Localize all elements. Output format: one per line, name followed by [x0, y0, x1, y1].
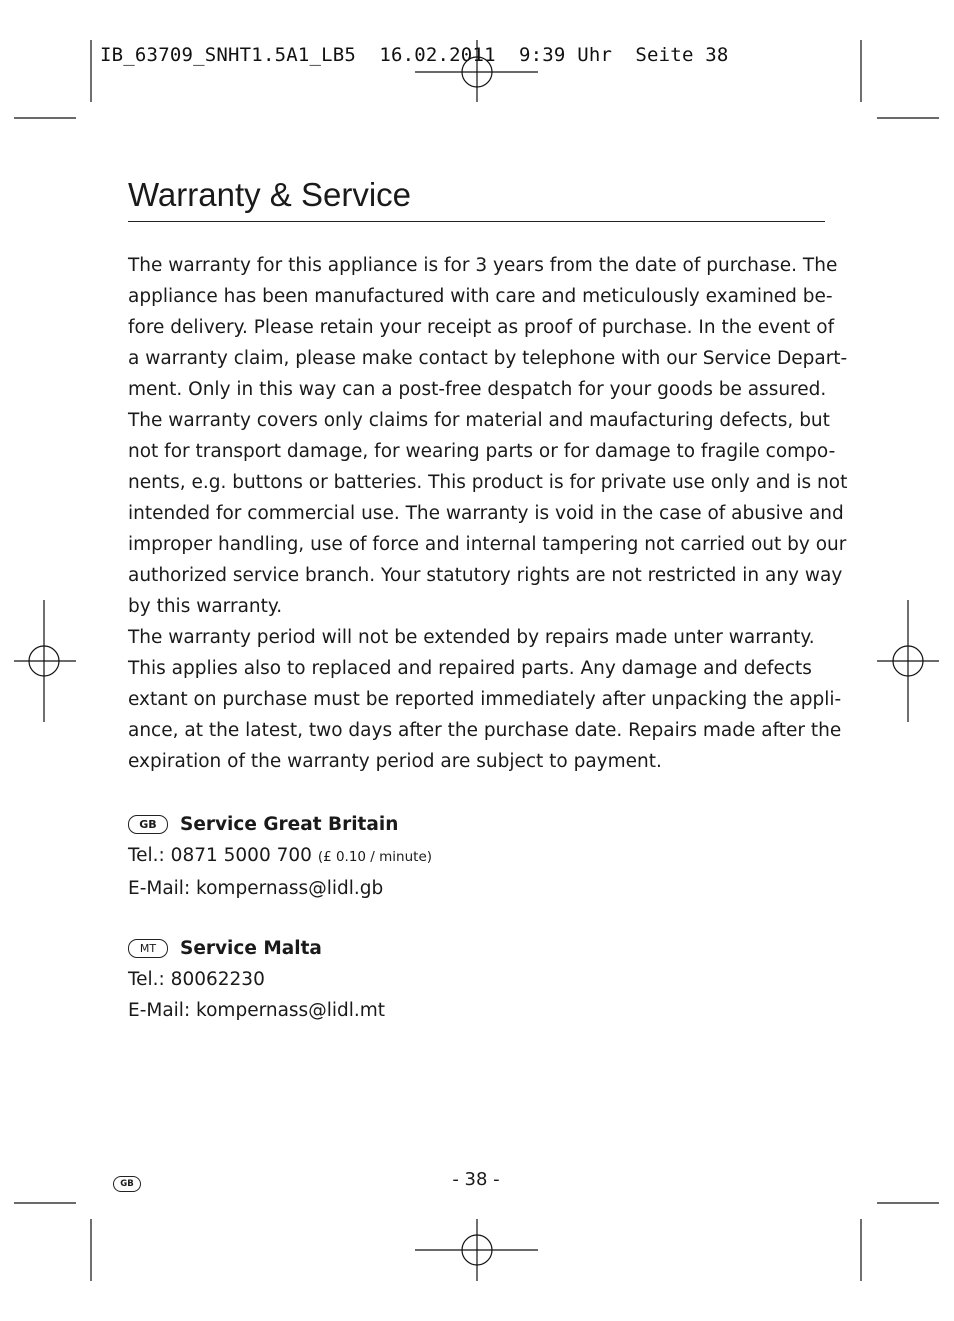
- body-line: This applies also to replaced and repaired parts. Any damage and defects: [128, 658, 812, 679]
- tel-number: Tel.: 0871 5000 700: [128, 845, 312, 866]
- body-line: intended for commercial use. The warranty is void in the case of abusive and: [128, 503, 844, 524]
- body-line: nents, e.g. buttons or batteries. This product is for private use only and is not: [128, 472, 848, 493]
- service-name: Service Great Britain: [180, 814, 399, 835]
- body-line: by this warranty.: [128, 596, 283, 617]
- service-heading: [128, 809, 728, 840]
- service-email: E-Mail: kompernass@lidl.gb: [128, 878, 384, 899]
- body-line: The warranty for this appliance is for 3 years from the date of purchase. The: [128, 255, 838, 276]
- body-line: The warranty covers only claims for material and maufacturing defects, but: [128, 410, 830, 431]
- body-line: The warranty period will not be extended by repairs made unter warranty.: [128, 627, 815, 648]
- body-line: a warranty claim, please make contact by telephone with our Service Depart-: [128, 348, 848, 369]
- footer-country-badge: GB: [113, 1176, 141, 1192]
- body-line: improper handling, use of force and internal tampering not carried out by our: [128, 534, 847, 555]
- body-line: fore delivery. Please retain your receipt as proof of purchase. In the event of: [128, 317, 835, 338]
- body-line: authorized service branch. Your statutory rights are not restricted in any way: [128, 565, 843, 586]
- service-email: E-Mail: kompernass@lidl.mt: [128, 1000, 386, 1021]
- service-name: Service Malta: [180, 938, 322, 959]
- body-line: extant on purchase must be reported immediately after unpacking the appli-: [128, 689, 842, 710]
- service-great-britain: [128, 809, 728, 904]
- body-line: ment. Only in this way can a post-free despatch for your goods be assured.: [128, 379, 827, 400]
- country-badge-mt: MT: [128, 939, 168, 958]
- tel-rate-note: (£ 0.10 / minute): [317, 849, 433, 865]
- service-malta: [128, 933, 728, 1026]
- service-tel: Tel.: 80062230: [128, 969, 265, 990]
- warranty-body: [128, 250, 848, 777]
- service-heading: [128, 933, 728, 964]
- print-slug-line: IB_63709_SNHT1.5A1_LB5 16.02.2011 9:39 Uhr Seite 38: [100, 44, 729, 66]
- title-underline: [128, 221, 825, 222]
- body-line: not for transport damage, for wearing parts or for damage to fragile compo-: [128, 441, 836, 462]
- body-line: expiration of the warranty period are subject to payment.: [128, 751, 662, 772]
- service-tel: [128, 840, 728, 873]
- page-title: Warranty & Service: [128, 176, 412, 213]
- body-line: appliance has been manufactured with care and meticulously examined be-: [128, 286, 833, 307]
- country-badge-gb: GB: [128, 815, 168, 834]
- body-line: ance, at the latest, two days after the purchase date. Repairs made after the: [128, 720, 842, 741]
- page-number: - 38 -: [452, 1169, 500, 1190]
